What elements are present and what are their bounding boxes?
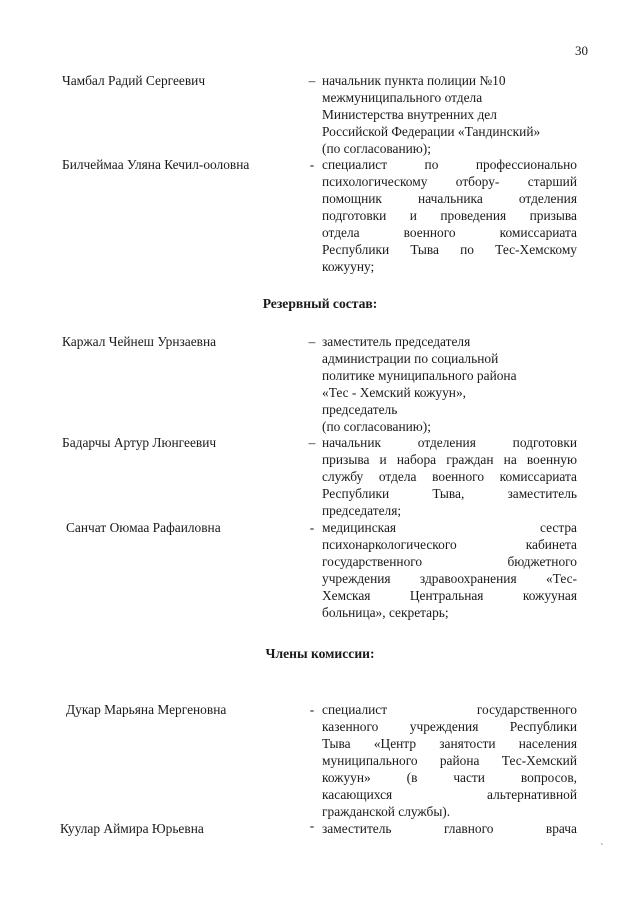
role-line: (по согласованию); xyxy=(322,141,431,156)
role-line: начальник отделения подготовки xyxy=(322,435,577,450)
role-line: кожуун» (в части вопросов, xyxy=(322,770,577,785)
entry-dash: – xyxy=(308,435,316,450)
member-name: Бадарчы Артур Люнгеевич xyxy=(62,435,217,450)
entry-dash: - xyxy=(309,702,315,717)
role-line: учреждения здравоохранения «Тес- xyxy=(322,571,577,586)
role-line: психологическому отбору- старший xyxy=(322,174,577,189)
entry-dash: - xyxy=(309,818,315,833)
member-name: Билчеймаа Уляна Кечил-ооловна xyxy=(62,157,250,172)
role-line: отдела военного комиссариата xyxy=(322,225,577,240)
role-line: Республики Тыва, заместитель xyxy=(322,486,577,501)
member-role xyxy=(322,156,577,275)
role-line: заместитель председателя xyxy=(322,334,471,349)
member-role xyxy=(322,519,577,621)
role-line: специалист по профессионально xyxy=(322,157,577,172)
entry-dash: – xyxy=(308,334,316,349)
role-line: администрации по социальной xyxy=(322,351,499,366)
member-name: Дукар Марьяна Мергеновна xyxy=(66,702,227,717)
section-heading-members: Члены комиссии: xyxy=(265,646,375,661)
member-role xyxy=(322,72,577,157)
role-line: кожууну; xyxy=(322,259,375,274)
role-line: Тыва «Центр занятости населения xyxy=(322,736,577,751)
role-line: подготовки и проведения призыва xyxy=(322,208,577,223)
member-role xyxy=(322,701,577,820)
role-line: начальник пункта полиции №10 xyxy=(322,73,506,88)
entry-dash: - xyxy=(309,157,315,172)
role-line: межмуниципального отдела xyxy=(322,90,483,105)
role-line: муниципального района Тес-Хемский xyxy=(322,753,577,768)
role-line: Российской Федерации «Тандинский» xyxy=(322,124,541,139)
role-line: касающихся альтернативной xyxy=(322,787,577,802)
role-line: медицинская сестра xyxy=(322,520,577,535)
role-line: больница», секретарь; xyxy=(322,605,449,620)
role-line: помощник начальника отделения xyxy=(322,191,577,206)
role-line: (по согласованию); xyxy=(322,419,431,434)
entry-dash: - xyxy=(309,520,315,535)
page-number: 30 xyxy=(575,43,588,58)
role-line: политике муниципального района xyxy=(322,368,517,383)
role-line: заместитель главного врача xyxy=(322,821,577,836)
role-line: Хемская Центральная кожууная xyxy=(322,588,577,603)
role-line: специалист государственного xyxy=(322,702,577,717)
section-heading-reserve: Резервный состав: xyxy=(262,296,378,311)
scan-speck: ` xyxy=(600,842,604,854)
role-line: казенного учреждения Республики xyxy=(322,719,577,734)
role-line: психонаркологического кабинета xyxy=(322,537,577,552)
member-name: Санчат Оюмаа Рафаиловна xyxy=(66,520,221,535)
member-name: Куулар Аймира Юрьевна xyxy=(60,821,204,836)
role-line: председатель xyxy=(322,402,398,417)
member-name: Чамбал Радий Сергеевич xyxy=(62,73,206,88)
role-line: «Тес - Хемский кожуун», xyxy=(322,385,466,400)
role-line: государственного бюджетного xyxy=(322,554,577,569)
entry-dash: – xyxy=(308,73,316,88)
role-line: призыва и набора граждан на военную xyxy=(322,452,577,467)
role-line: службу отдела военного комиссариата xyxy=(322,469,577,484)
role-line: гражданской службы). xyxy=(322,804,451,819)
member-role xyxy=(322,333,577,435)
member-role xyxy=(322,434,577,519)
role-line: Министерства внутренних дел xyxy=(322,107,497,122)
member-role xyxy=(322,820,577,837)
role-line: Республики Тыва по Тес-Хемскому xyxy=(322,242,577,257)
role-line: председателя; xyxy=(322,503,402,518)
member-name: Каржал Чейнеш Урнзаевна xyxy=(62,334,217,349)
